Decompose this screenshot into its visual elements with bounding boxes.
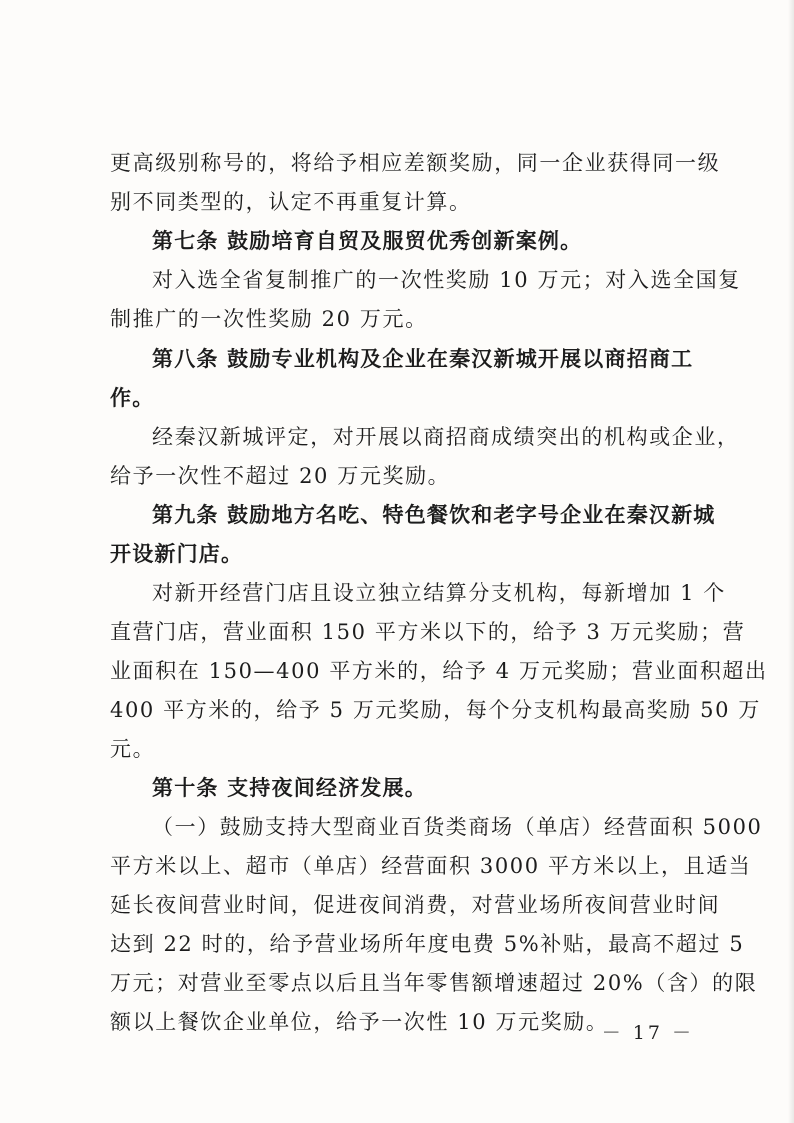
body-text-line: 元。 [110,737,156,761]
body-text-line: 直营门店，营业面积 150 平方米以下的，给予 3 万元奖励；营 [110,620,746,644]
body-text-line: 对入选全省复制推广的一次性奖励 10 万元；对入选全国复 [152,268,741,292]
body-text-line: 更高级别称号的，将给予相应差额奖励，同一企业获得同一级 [110,151,721,175]
body-text-line: 400 平方米的，给予 5 万元奖励，每个分支机构最高奖励 50 万 [110,698,761,722]
body-text-line: 经秦汉新城评定，对开展以商招商成绩突出的机构或企业， [152,425,740,449]
body-text-line: 制推广的一次性奖励 20 万元。 [110,307,428,331]
page-edge-shadow [788,0,794,1123]
body-text-line: 万元；对营业至零点以后且当年零售额增速超过 20%（含）的限 [110,971,758,995]
body-text-line: （一）鼓励支持大型商业百货类商场（单店）经营面积 5000 [152,815,763,839]
article-heading-10: 第十条 支持夜间经济发展。 [152,775,427,800]
article-heading-8: 第八条 鼓励专业机构及企业在秦汉新城开展以商招商工 [152,346,694,371]
body-text-line: 额以上餐饮企业单位，给予一次性 10 万元奖励。 [110,1010,609,1034]
page-number: － 17 － [601,1022,694,1044]
article-heading-9-continued: 开设新门店。 [110,541,244,566]
body-text-line: 延长夜间营业时间，促进夜间消费，对营业场所夜间营业时间 [110,893,721,917]
article-heading-8-continued: 作。 [110,385,155,410]
body-text-line: 业面积在 150—400 平方米的，给予 4 万元奖励；营业面积超出 [110,659,768,683]
body-text-line: 平方米以上、超市（单店）经营面积 3000 平方米以上，且适当 [110,854,752,878]
body-text-line: 达到 22 时的，给予营业场所年度电费 5%补贴，最高不超过 5 [110,932,745,956]
article-heading-9: 第九条 鼓励地方名吃、特色餐饮和老字号企业在秦汉新城 [152,502,716,527]
body-text-line: 给予一次性不超过 20 万元奖励。 [110,464,451,488]
body-text-line: 对新开经营门店且设立独立结算分支机构，每新增加 1 个 [152,581,726,605]
body-text-line: 别不同类型的，认定不再重复计算。 [110,190,472,214]
article-heading-7: 第七条 鼓励培育自贸及服贸优秀创新案例。 [152,228,583,253]
